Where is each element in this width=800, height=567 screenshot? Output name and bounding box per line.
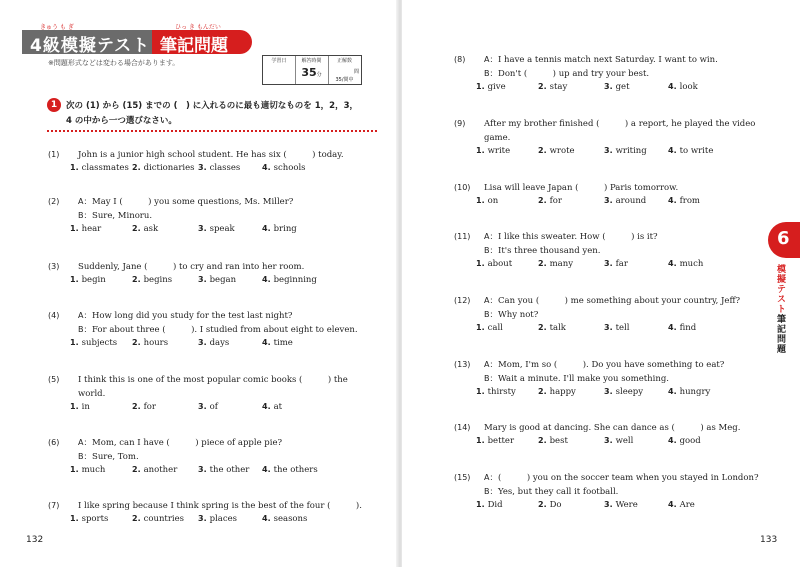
choice-number: 2. [538, 500, 547, 509]
question-6-choice-3[interactable] [198, 465, 249, 475]
question-text: For about three ( ). I studied from about eight to eleven. [92, 325, 358, 335]
question-8-line-1 [454, 53, 718, 67]
choice-text: thirsty [487, 387, 516, 397]
choice-number: 2. [132, 465, 141, 474]
question-number: (8) [454, 55, 466, 64]
question-9-line-2 [454, 131, 510, 145]
question-text: How long did you study for the test last night? [92, 311, 293, 321]
question-14-choice-2[interactable] [538, 436, 568, 446]
question-11-choice-2[interactable] [538, 259, 573, 269]
choice-number: 1. [476, 259, 485, 268]
chapter-label-1: 模擬テスト [775, 264, 785, 314]
choice-number: 2. [538, 387, 547, 396]
choice-text: Are [679, 500, 695, 510]
choice-number: 1. [70, 224, 79, 233]
question-7-choice-2[interactable] [132, 514, 184, 524]
question-number: (7) [48, 501, 60, 510]
speaker-label: B： [484, 246, 498, 255]
choice-number: 3. [198, 163, 207, 172]
question-text: Wait a minute. I'll make you something. [498, 374, 669, 384]
choice-number: 3. [198, 224, 207, 233]
question-2-choice-3[interactable] [198, 224, 235, 234]
choice-number: 2. [132, 338, 141, 347]
question-1-choice-4[interactable] [262, 163, 306, 173]
choice-number: 2. [538, 323, 547, 332]
speaker-label: A： [484, 360, 498, 369]
choice-number: 4. [262, 338, 271, 347]
question-13-choice-2[interactable] [538, 387, 576, 397]
speaker-label: B： [484, 69, 498, 78]
question-4-line-1 [48, 309, 292, 323]
question-14-choice-4[interactable] [668, 436, 701, 446]
choice-number: 4. [262, 465, 271, 474]
choice-text: subjects [81, 338, 118, 348]
choice-number: 2. [132, 163, 141, 172]
question-number: (15) [454, 473, 471, 482]
choice-number: 3. [604, 323, 613, 332]
question-8-choice-2[interactable] [538, 82, 567, 92]
choice-text: of [209, 402, 218, 412]
choice-number: 3. [198, 402, 207, 411]
choice-number: 4. [668, 82, 677, 91]
speaker-label: B： [484, 310, 498, 319]
question-text: Can you ( ) me something about your country, Jeff? [498, 296, 741, 306]
question-2-choice-1[interactable] [70, 224, 101, 234]
choice-text: for [549, 196, 562, 206]
choice-number: 3. [604, 387, 613, 396]
question-number: (2) [48, 197, 60, 206]
question-3-choice-2[interactable] [132, 275, 172, 285]
question-11-line-2 [454, 244, 600, 258]
question-text: It's three thousand yen. [498, 246, 601, 256]
question-number: (1) [48, 150, 60, 159]
choice-number: 1. [476, 436, 485, 445]
choice-number: 2. [538, 146, 547, 155]
question-text: Yes, but they call it football. [498, 487, 619, 497]
question-11-choice-4[interactable] [668, 259, 703, 269]
choice-number: 2. [538, 196, 547, 205]
question-11-line-1 [454, 230, 658, 244]
question-text: I like this sweater. How ( ) is it? [498, 232, 658, 242]
instruction-line-1: 次の (1) から (15) までの ( ) に入れるのに最も適切なものを 1，2，3， [66, 101, 359, 111]
question-text: Suddenly, Jane ( ) to cry and ran into her room. [78, 262, 305, 272]
choice-text: seasons [273, 514, 308, 524]
choice-text: good [679, 436, 701, 446]
question-12-choice-1[interactable] [476, 323, 503, 333]
question-5-line-2 [48, 387, 105, 401]
question-text: I think this is one of the most popular comic books ( ) the [78, 375, 348, 385]
choice-text: Do [549, 500, 562, 510]
choice-text: sports [81, 514, 109, 524]
question-15-line-1 [454, 471, 759, 485]
choice-number: 2. [132, 402, 141, 411]
question-6-choice-4[interactable] [262, 465, 318, 475]
choice-text: about [487, 259, 513, 269]
question-number: (3) [48, 262, 60, 271]
choice-number: 1. [476, 323, 485, 332]
choice-text: beginning [273, 275, 317, 285]
choice-number: 2. [538, 436, 547, 445]
question-2-choice-4[interactable] [262, 224, 297, 234]
choice-text: begin [81, 275, 106, 285]
chapter-tab [768, 222, 800, 258]
question-5-choice-3[interactable] [198, 402, 218, 412]
study-date-label: 学習日 [271, 58, 287, 64]
choice-text: happy [549, 387, 576, 397]
choice-text: ask [143, 224, 159, 234]
question-number: (11) [454, 232, 471, 241]
speaker-label: A： [78, 311, 92, 320]
choice-number: 4. [262, 514, 271, 523]
choice-number: 2. [132, 514, 141, 523]
choice-number: 3. [604, 259, 613, 268]
question-5-choice-4[interactable] [262, 402, 282, 412]
choice-text: begins [143, 275, 173, 285]
question-10-choice-3[interactable] [604, 196, 646, 206]
choice-number: 1. [476, 387, 485, 396]
speaker-label: B： [484, 487, 498, 496]
choice-number: 1. [70, 338, 79, 347]
choice-number: 3. [604, 196, 613, 205]
answer-time-value: 35 [301, 66, 317, 79]
choice-text: find [679, 323, 697, 333]
choice-text: days [209, 338, 230, 348]
question-14-line-1 [454, 421, 740, 435]
study-record-box [262, 55, 362, 85]
question-2-choice-2[interactable] [132, 224, 158, 234]
question-7-line-1 [48, 499, 362, 513]
choice-number: 2. [132, 224, 141, 233]
question-12-choice-4[interactable] [668, 323, 696, 333]
question-number: (10) [454, 183, 471, 192]
correct-count-total: 35/問中 [335, 77, 354, 83]
speaker-label: B： [484, 374, 498, 383]
title-ruby: きゅう も ぎ [40, 24, 74, 31]
question-14-choice-3[interactable] [604, 436, 633, 446]
question-12-line-2 [454, 308, 538, 322]
instruction-line-2: 4 の中から一つ選びなさい。 [66, 116, 177, 126]
choice-text: hours [143, 338, 169, 348]
question-number: (4) [48, 311, 60, 320]
choice-number: 2. [132, 275, 141, 284]
choice-text: best [549, 436, 568, 446]
choice-text: sleepy [615, 387, 643, 397]
choice-text: many [549, 259, 574, 269]
question-15-choice-1[interactable] [476, 500, 503, 510]
question-12-choice-3[interactable] [604, 323, 630, 333]
speaker-label: A： [484, 296, 498, 305]
question-1-choice-1[interactable] [70, 163, 129, 173]
section-ruby: ひっ き もんだい [175, 24, 221, 31]
question-text: Mom, can I have ( ) piece of apple pie? [92, 438, 283, 448]
choice-text: on [487, 196, 499, 206]
choice-number: 3. [604, 500, 613, 509]
question-text: Lisa will leave Japan ( ) Paris tomorrow. [484, 183, 679, 193]
choice-number: 3. [198, 275, 207, 284]
question-5-choice-1[interactable] [70, 402, 90, 412]
choice-number: 4. [262, 275, 271, 284]
question-2-line-1 [48, 195, 293, 209]
question-6-choice-1[interactable] [70, 465, 105, 475]
choice-text: to write [679, 146, 714, 156]
choice-number: 4. [668, 146, 677, 155]
question-text: I have a tennis match next Saturday. I want to win. [498, 55, 718, 65]
question-text: I like spring because I think spring is the best of the four ( ). [78, 501, 362, 511]
choice-text: classes [209, 163, 241, 173]
page-number-left: 132 [26, 535, 44, 545]
question-4-line-2 [48, 323, 358, 337]
choice-number: 1. [476, 196, 485, 205]
choice-number: 2. [538, 82, 547, 91]
question-text: After my brother finished ( ) a report, he played the video [484, 119, 756, 129]
choice-text: better [487, 436, 515, 446]
question-text: world. [78, 389, 106, 399]
question-1-choice-3[interactable] [198, 163, 240, 173]
question-7-choice-3[interactable] [198, 514, 237, 524]
choice-text: call [487, 323, 503, 333]
question-9-choice-3[interactable] [604, 146, 647, 156]
speaker-label: A： [484, 232, 498, 241]
choice-text: the others [273, 465, 318, 475]
choice-text: far [615, 259, 628, 269]
question-8-choice-1[interactable] [476, 82, 506, 92]
question-12-line-1 [454, 294, 740, 308]
choice-text: talk [549, 323, 566, 333]
question-3-line-1 [48, 260, 304, 274]
choice-number: 1. [70, 163, 79, 172]
choice-text: tell [615, 323, 630, 333]
question-15-line-2 [454, 485, 618, 499]
choice-text: Were [615, 500, 638, 510]
choice-number: 3. [198, 514, 207, 523]
choice-text: stay [549, 82, 568, 92]
answer-time-label: 解答時間 [301, 58, 322, 64]
question-15-choice-4[interactable] [668, 500, 695, 510]
choice-number: 1. [476, 146, 485, 155]
choice-text: time [273, 338, 293, 348]
question-2-line-2 [48, 209, 152, 223]
speaker-label: B： [78, 452, 92, 461]
choice-number: 4. [668, 323, 677, 332]
choice-text: countries [143, 514, 185, 524]
question-7-choice-4[interactable] [262, 514, 307, 524]
choice-text: the other [209, 465, 250, 475]
question-text: Don't ( ) up and try your best. [498, 69, 650, 79]
correct-count-unit: 問 [353, 69, 359, 75]
choice-text: much [81, 465, 106, 475]
question-8-choice-3[interactable] [604, 82, 630, 92]
speaker-label: A： [78, 438, 92, 447]
speaker-label: B： [78, 325, 92, 334]
choice-text: for [143, 402, 156, 412]
question-14-choice-1[interactable] [476, 436, 514, 446]
choice-number: 1. [476, 500, 485, 509]
question-6-choice-2[interactable] [132, 465, 177, 475]
choice-number: 3. [198, 338, 207, 347]
choice-text: began [209, 275, 237, 285]
question-8-choice-4[interactable] [668, 82, 698, 92]
section-title: 筆記問題 [160, 36, 228, 56]
choice-text: dictionaries [143, 163, 195, 173]
choice-text: writing [615, 146, 647, 156]
speaker-label: B： [78, 211, 92, 220]
choice-number: 1. [476, 82, 485, 91]
choice-text: Did [487, 500, 503, 510]
question-text: Sure, Tom. [92, 452, 139, 462]
question-11-choice-1[interactable] [476, 259, 512, 269]
question-1-line-1 [48, 148, 344, 162]
question-10-choice-4[interactable] [668, 196, 700, 206]
question-6-line-1 [48, 436, 282, 450]
question-10-choice-2[interactable] [538, 196, 562, 206]
question-13-line-1 [454, 358, 724, 372]
question-number: (5) [48, 375, 60, 384]
choice-number: 2. [538, 259, 547, 268]
choice-number: 1. [70, 465, 79, 474]
choice-number: 4. [262, 402, 271, 411]
choice-number: 4. [668, 196, 677, 205]
question-4-choice-1[interactable] [70, 338, 117, 348]
choice-text: at [273, 402, 283, 412]
question-11-choice-3[interactable] [604, 259, 628, 269]
chapter-label-2: 筆記問題 [775, 314, 785, 354]
question-number: (6) [48, 438, 60, 447]
speaker-label: A： [78, 197, 92, 206]
choice-text: from [679, 196, 700, 206]
choice-text: classmates [81, 163, 129, 173]
choice-number: 4. [262, 224, 271, 233]
speaker-label: A： [484, 473, 498, 482]
choice-text: another [143, 465, 178, 475]
question-text: Sure, Minoru. [92, 211, 153, 221]
choice-text: speak [209, 224, 235, 234]
choice-text: hear [81, 224, 102, 234]
question-12-choice-2[interactable] [538, 323, 566, 333]
question-4-choice-3[interactable] [198, 338, 229, 348]
question-10-choice-1[interactable] [476, 196, 498, 206]
section-number-badge: 1 [47, 98, 61, 112]
choice-text: wrote [549, 146, 575, 156]
choice-number: 4. [668, 387, 677, 396]
choice-number: 3. [604, 146, 613, 155]
choice-number: 4. [262, 163, 271, 172]
choice-number: 4. [668, 259, 677, 268]
correct-count-label: 正解数 [336, 58, 352, 64]
question-9-line-1 [454, 117, 755, 131]
choice-number: 1. [70, 402, 79, 411]
choice-text: around [615, 196, 647, 206]
question-number: (14) [454, 423, 471, 432]
question-6-line-2 [48, 450, 139, 464]
choice-text: bring [273, 224, 297, 234]
question-13-choice-4[interactable] [668, 387, 710, 397]
choice-text: well [615, 436, 634, 446]
choice-text: look [679, 82, 698, 92]
choice-number: 4. [668, 500, 677, 509]
question-5-line-1 [48, 373, 348, 387]
choice-number: 3. [198, 465, 207, 474]
choice-number: 3. [604, 82, 613, 91]
question-text: game. [484, 133, 511, 143]
question-13-choice-1[interactable] [476, 387, 516, 397]
question-number: (13) [454, 360, 471, 369]
format-note: ※問題形式などは変わる場合があります。 [48, 59, 180, 67]
question-3-choice-3[interactable] [198, 275, 236, 285]
question-text: Mom, I'm so ( ). Do you have something to eat? [498, 360, 725, 370]
question-10-line-1 [454, 181, 678, 195]
question-8-line-2 [454, 67, 649, 81]
choice-text: much [679, 259, 704, 269]
question-number: (12) [454, 296, 471, 305]
question-9-choice-2[interactable] [538, 146, 575, 156]
question-9-choice-4[interactable] [668, 146, 713, 156]
question-4-choice-4[interactable] [262, 338, 293, 348]
question-text: Why not? [498, 310, 539, 320]
question-number: (9) [454, 119, 466, 128]
choice-text: in [81, 402, 90, 412]
question-9-choice-1[interactable] [476, 146, 510, 156]
question-5-choice-2[interactable] [132, 402, 156, 412]
choice-text: schools [273, 163, 306, 173]
question-text: May I ( ) you some questions, Ms. Miller? [92, 197, 294, 207]
dotted-divider [47, 130, 377, 132]
question-13-choice-3[interactable] [604, 387, 643, 397]
choice-text: write [487, 146, 511, 156]
question-text: John is a junior high school student. He has six ( ) today. [78, 150, 344, 160]
chapter-number: 6 [777, 228, 790, 249]
question-7-choice-1[interactable] [70, 514, 108, 524]
answer-time-unit: 分 [316, 72, 322, 78]
choice-number: 1. [70, 514, 79, 523]
question-text: ( ) you on the soccer team when you stayed in London? [498, 473, 759, 483]
test-title: 4級模擬テスト [30, 36, 151, 56]
choice-number: 4. [668, 436, 677, 445]
speaker-label: A： [484, 55, 498, 64]
question-4-choice-2[interactable] [132, 338, 168, 348]
choice-text: get [615, 82, 630, 92]
question-text: Mary is good at dancing. She can dance as ( ) as Meg. [484, 423, 741, 433]
choice-text: places [209, 514, 237, 524]
question-3-choice-4[interactable] [262, 275, 317, 285]
question-15-choice-3[interactable] [604, 500, 638, 510]
question-3-choice-1[interactable] [70, 275, 106, 285]
choice-number: 1. [70, 275, 79, 284]
choice-number: 3. [604, 436, 613, 445]
question-13-line-2 [454, 372, 669, 386]
choice-text: give [487, 82, 506, 92]
question-15-choice-2[interactable] [538, 500, 562, 510]
page-number-right: 133 [760, 535, 778, 545]
question-1-choice-2[interactable] [132, 163, 195, 173]
choice-text: hungry [679, 387, 711, 397]
title-banner [22, 30, 252, 54]
